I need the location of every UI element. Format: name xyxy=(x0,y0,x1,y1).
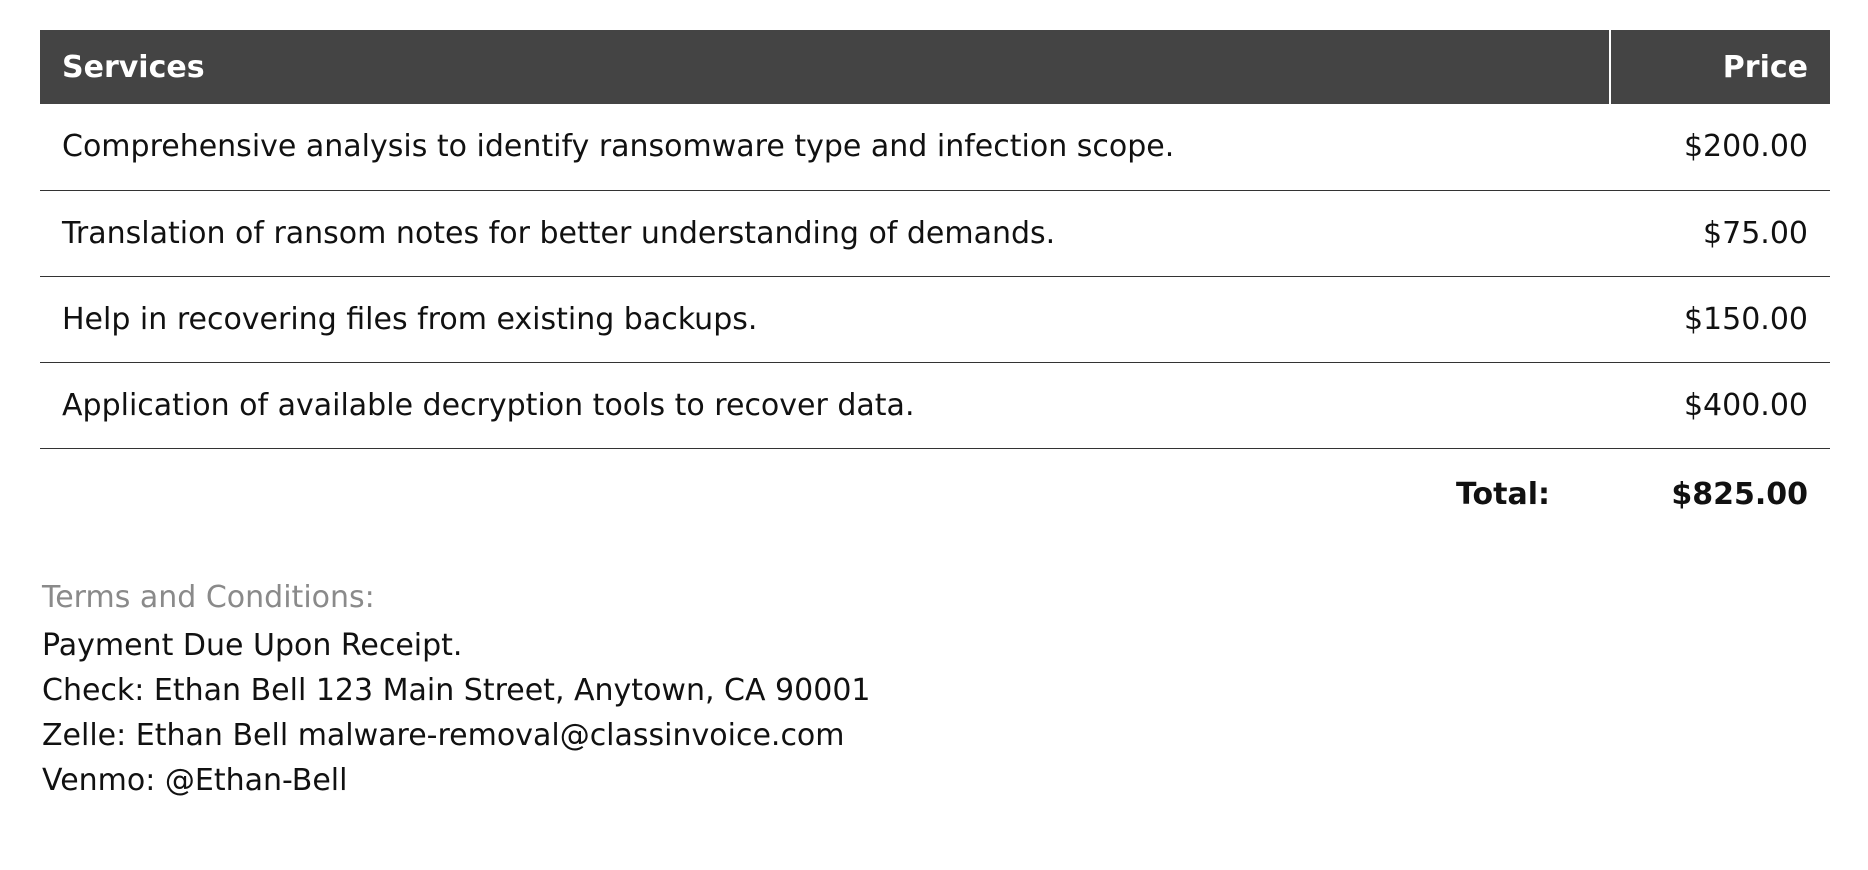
table-row xyxy=(40,190,1830,276)
service-price: $200.00 xyxy=(1610,104,1830,190)
service-description: Help in recovering files from existing backups. xyxy=(40,276,1610,362)
table-row xyxy=(40,104,1830,190)
total-label: Total: xyxy=(1456,476,1550,512)
services-price-table xyxy=(40,30,1830,534)
terms-line-venmo: Venmo: @Ethan-Bell xyxy=(42,763,348,798)
service-price: $400.00 xyxy=(1610,362,1830,448)
column-header-price: Price xyxy=(1610,30,1830,104)
service-price: $150.00 xyxy=(1610,276,1830,362)
total-value: $825.00 xyxy=(1671,476,1808,512)
terms-line-zelle: Zelle: Ethan Bell malware-removal@classinvoice.com xyxy=(42,718,845,753)
service-description: Translation of ransom notes for better understanding of demands. xyxy=(40,190,1610,276)
table-row xyxy=(40,362,1830,448)
service-price: $75.00 xyxy=(1610,190,1830,276)
table-header xyxy=(40,30,1830,104)
table-header-row xyxy=(40,30,1830,104)
column-header-services: Services xyxy=(40,30,1610,104)
terms-title: Terms and Conditions: xyxy=(42,580,375,615)
terms-line-payment: Payment Due Upon Receipt. xyxy=(42,628,463,663)
service-description: Comprehensive analysis to identify ransomware type and infection scope. xyxy=(40,104,1610,190)
terms-line-check: Check: Ethan Bell 123 Main Street, Anytown, CA 90001 xyxy=(42,673,871,708)
total-row xyxy=(40,448,1830,534)
table-row xyxy=(40,276,1830,362)
table-body xyxy=(40,104,1830,534)
terms-and-conditions xyxy=(40,580,1828,803)
service-description: Application of available decryption tools to recover data. xyxy=(40,362,1610,448)
